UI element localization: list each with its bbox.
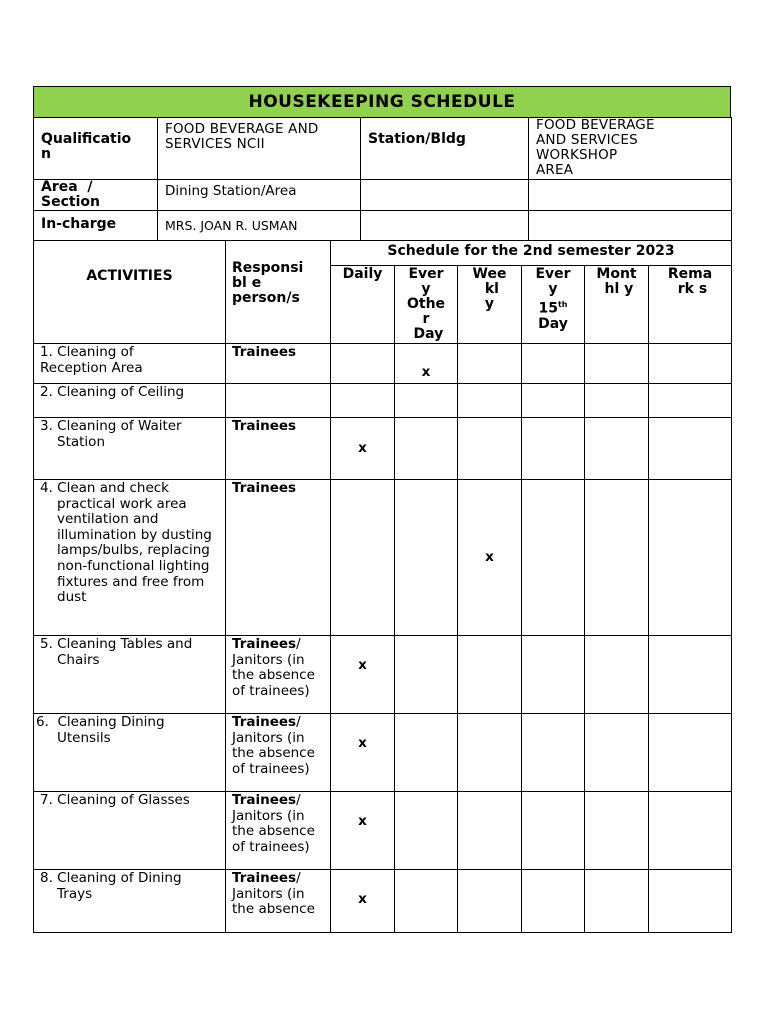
incharge-value: MRS. JOAN R. USMAN [158,211,361,241]
freq-remarks-header: Rema rk s [649,266,732,344]
every-15th-cell [522,792,585,870]
responsible-cell [226,384,331,418]
every-other-day-cell [395,418,458,480]
daily-mark: x [331,714,395,792]
activity-cell: 6. Cleaning Dining Utensils [34,714,226,792]
monthly-cell [585,714,649,792]
every-15th-cell [522,870,585,933]
area-label: Area / Section [34,180,158,211]
table-row [34,344,732,384]
daily-mark: x [331,636,395,714]
activity-cell: 3. Cleaning of Waiter Station [34,418,226,480]
every-other-day-cell [395,480,458,636]
daily-cell [331,480,395,636]
station-value: FOOD BEVERAGE AND SERVICES WORKSHOP AREA [529,118,732,180]
every-15th-cell [522,480,585,636]
every-other-day-cell [395,636,458,714]
activity-cell: 7. Cleaning of Glasses [34,792,226,870]
freq-daily-header: Daily [331,266,395,344]
remarks-cell [649,792,732,870]
info-table [33,117,732,241]
every-15th-cell [522,344,585,384]
every-other-day-cell [395,384,458,418]
monthly-cell [585,636,649,714]
remarks-cell [649,636,732,714]
every-other-day-cell [395,870,458,933]
remarks-cell [649,714,732,792]
remarks-cell [649,480,732,636]
every-other-day-cell [395,714,458,792]
area-value: Dining Station/Area [158,180,361,211]
freq-weekly-header: Wee kl y [458,266,522,344]
activity-cell: 5. Cleaning Tables and Chairs [34,636,226,714]
table-row [34,792,732,870]
table-row [34,384,732,418]
weekly-cell [458,870,522,933]
table-row [34,714,732,792]
weekly-cell [458,636,522,714]
every-15th-cell [522,418,585,480]
table-row [34,870,732,933]
weekly-mark: x [458,480,522,636]
freq-every-15th-header: Ever y 15th Day [522,266,585,344]
weekly-cell [458,418,522,480]
incharge-label: In-charge [34,211,158,241]
responsible-cell: Trainees/ Janitors (in the absence of trainees) [226,792,331,870]
station-extra-value [529,180,732,211]
responsible-cell: Trainees [226,344,331,384]
daily-cell [331,344,395,384]
every-other-day-cell [395,792,458,870]
responsible-cell: Trainees [226,480,331,636]
every-other-day-mark: x [395,344,458,384]
responsible-cell: Trainees [226,418,331,480]
every-15th-cell [522,714,585,792]
station-extra-cell [361,180,529,211]
incharge-extra-cell [361,211,529,241]
weekly-cell [458,714,522,792]
schedule-title: HOUSEKEEPING SCHEDULE [33,86,731,118]
schedule-table [33,240,732,933]
weekly-cell [458,344,522,384]
table-row [34,480,732,636]
incharge-extra-value [529,211,732,241]
daily-mark: x [331,870,395,933]
qualification-label: Qualificatio n [34,118,158,180]
daily-mark: x [331,418,395,480]
monthly-cell [585,870,649,933]
weekly-cell [458,384,522,418]
activity-cell: 8. Cleaning of Dining Trays [34,870,226,933]
remarks-cell [649,344,732,384]
daily-mark: x [331,792,395,870]
weekly-cell [458,792,522,870]
schedule-period-header: Schedule for the 2nd semester 2023 [331,241,732,266]
responsible-cell: Trainees/ Janitors (in the absence of trainees) [226,636,331,714]
activity-cell: 2. Cleaning of Ceiling [34,384,226,418]
daily-cell [331,384,395,418]
responsible-cell: Trainees/ Janitors (in the absence of trainees) [226,714,331,792]
every-15th-cell [522,636,585,714]
responsible-header: Responsi bl e person/s [226,241,331,344]
remarks-cell [649,870,732,933]
freq-monthly-header: Mont hl y [585,266,649,344]
table-row [34,636,732,714]
monthly-cell [585,480,649,636]
responsible-cell: Trainees/ Janitors (in the absence [226,870,331,933]
remarks-cell [649,384,732,418]
activity-cell: 1. Cleaning of Reception Area [34,344,226,384]
monthly-cell [585,384,649,418]
activities-header: ACTIVITIES [34,241,226,344]
monthly-cell [585,344,649,384]
station-label: Station/Bldg [361,118,529,180]
freq-every-other-day-header: Ever y Othe r Day [395,266,458,344]
monthly-cell [585,418,649,480]
activity-cell: 4. Clean and check practical work area ventilation and illumination by dusting lamps/bulbs, replacing non-functional lighting fixtures and free from dust [34,480,226,636]
remarks-cell [649,418,732,480]
qualification-value: FOOD BEVERAGE AND SERVICES NCII [158,118,361,180]
every-15th-cell [522,384,585,418]
monthly-cell [585,792,649,870]
table-row [34,418,732,480]
